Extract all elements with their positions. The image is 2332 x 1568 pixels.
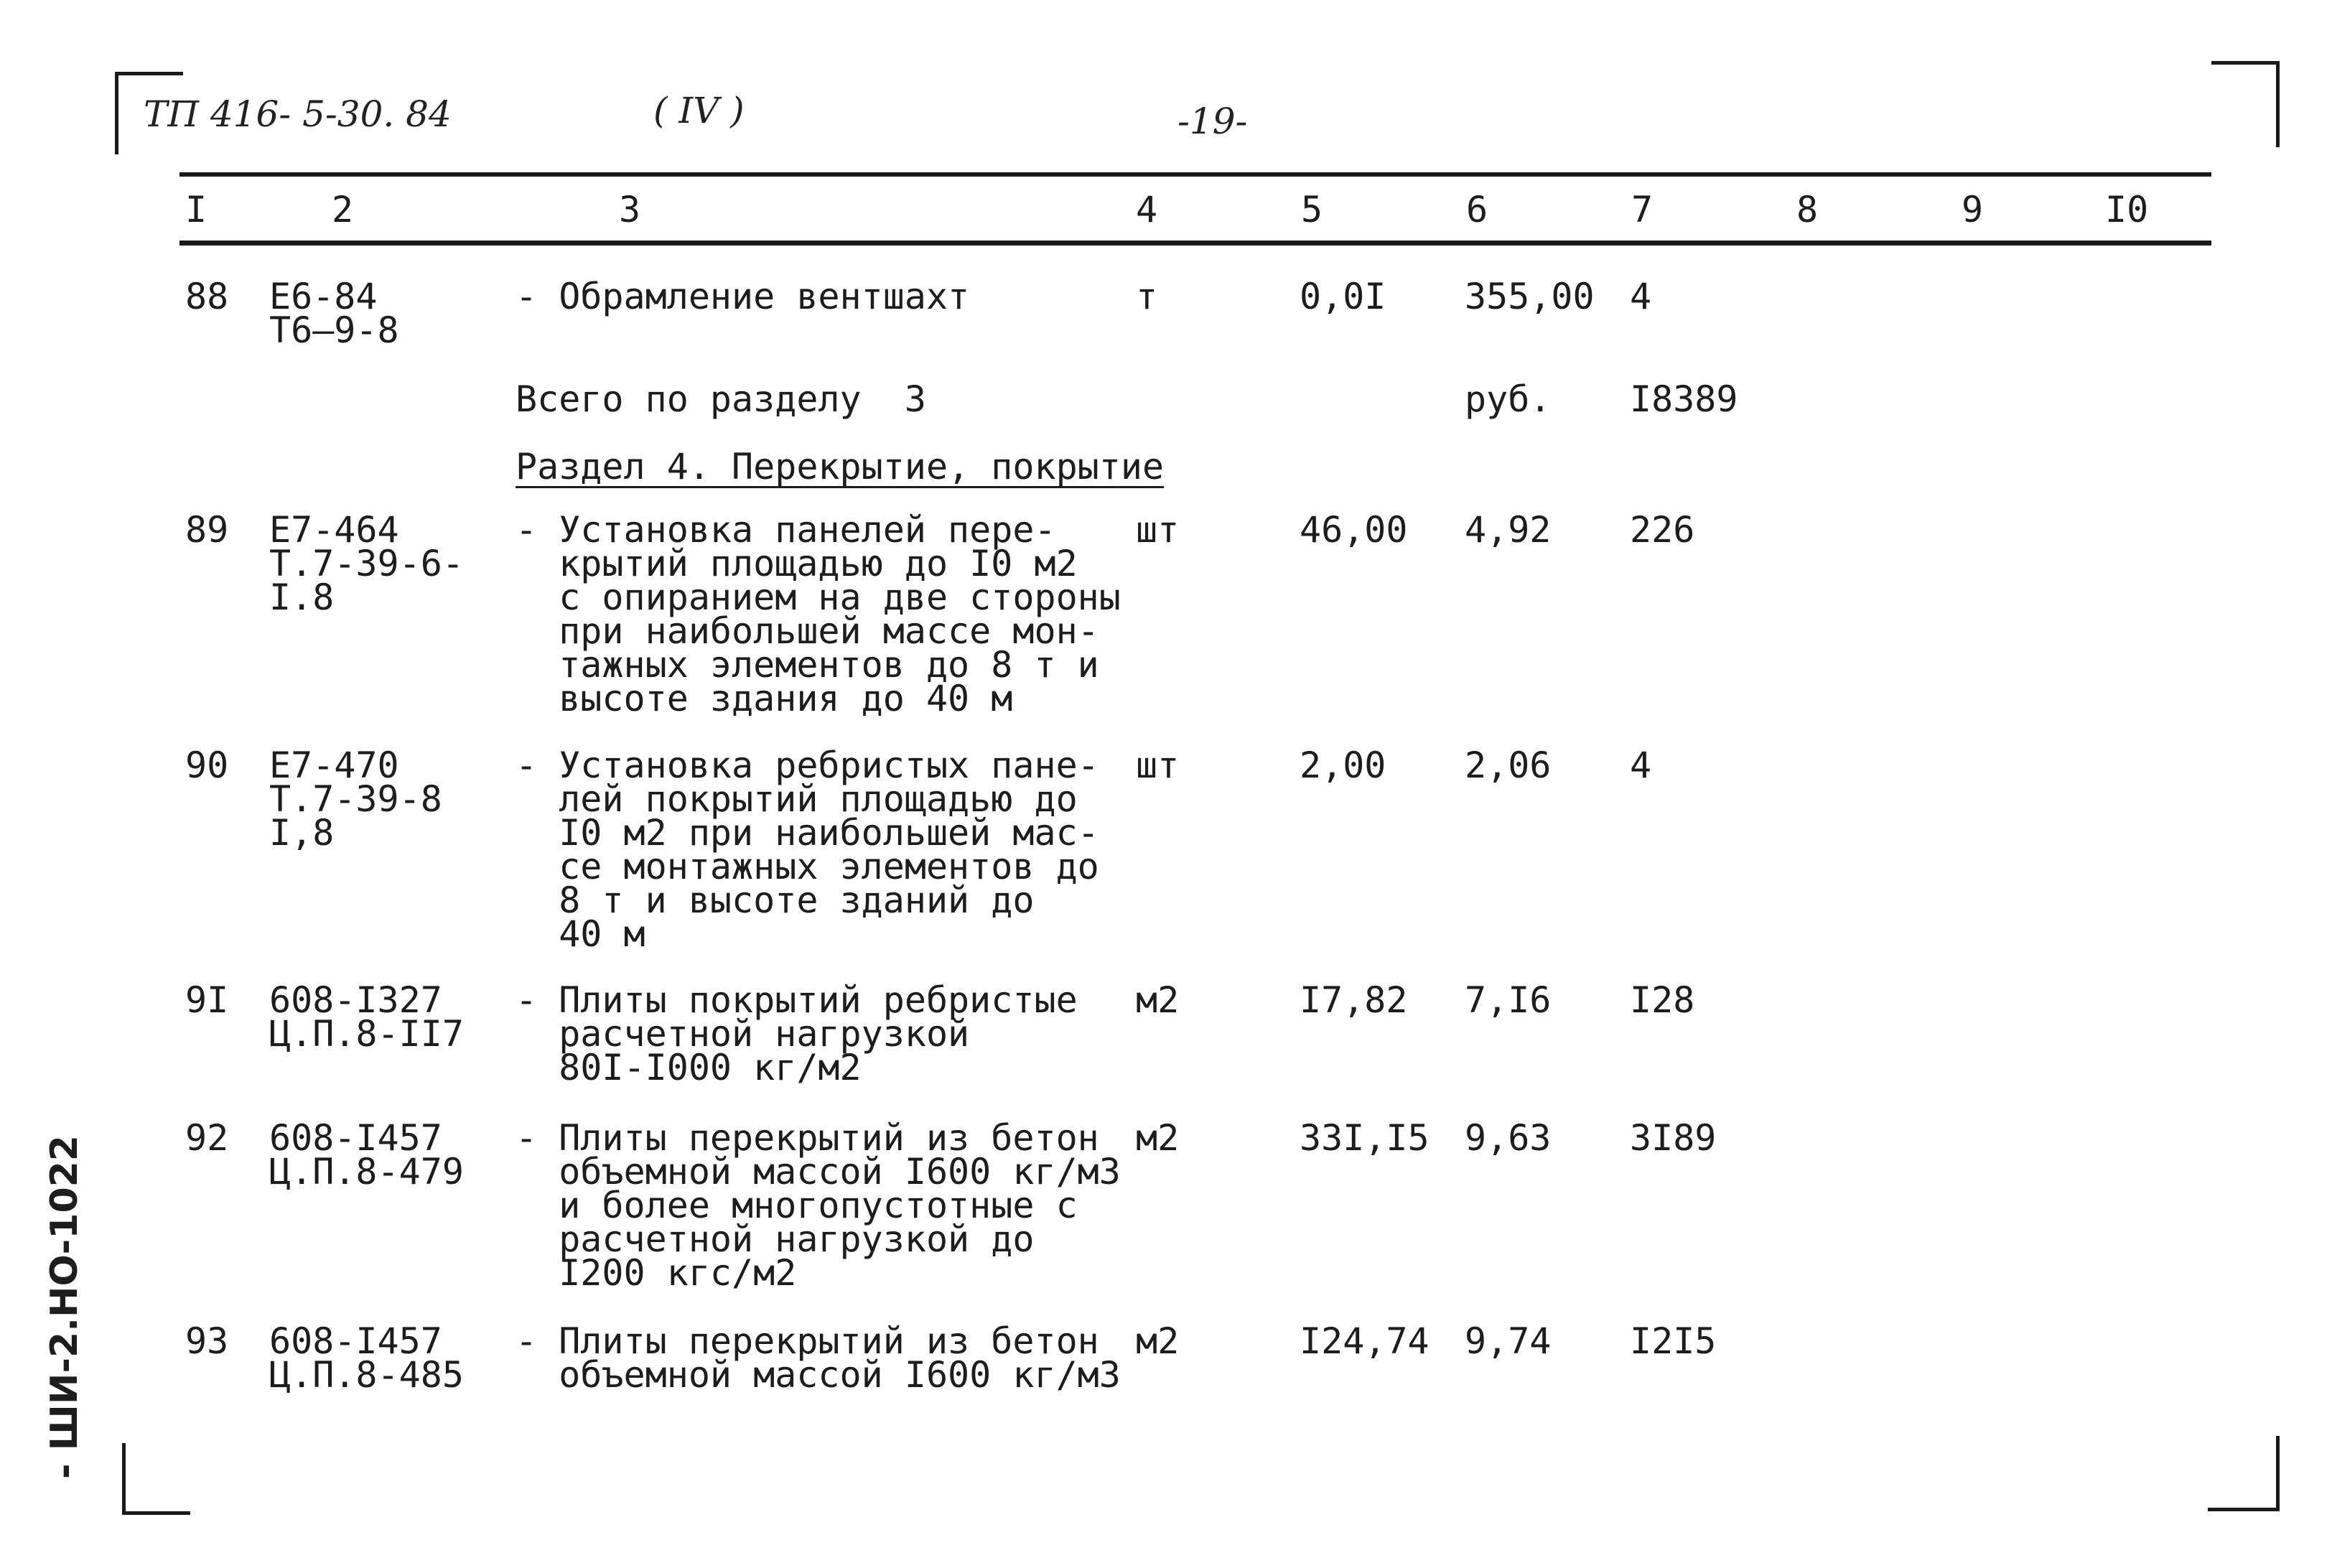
row-89-code-line-2: Т.7-39-6- [269,543,464,584]
row-91-quantity: I7,82 [1300,979,1408,1021]
section-3-total-unit: руб. [1465,378,1552,420]
row-89-code-line-3: I.8 [269,577,335,618]
row-90-quantity: 2,00 [1300,745,1386,786]
row-90-description-line-6: 40 м [516,913,645,955]
row-90-total: 4 [1630,745,1652,786]
volume-mark: ( IV ) [653,90,745,131]
frame-corner-bottom-left [122,1443,190,1515]
row-89-number: 89 [185,509,229,551]
row-88-code-line-2: Т6—9-8 [269,309,399,351]
row-89-description-line-2: крытий площадью до I0 м2 [516,543,1078,584]
column-header-4: 4 [1136,189,1158,230]
row-90-unit: шт [1136,745,1180,786]
row-88-total: 4 [1630,276,1652,317]
row-91-description-line-3: 80I-I000 кг/м2 [516,1047,862,1088]
row-92-unit: м2 [1136,1117,1180,1159]
row-90-code-line-1: Е7-470 [269,745,399,786]
row-88-unit-price: 355,00 [1465,276,1595,317]
row-89-description-line-5: тажных элементов до 8 т и [516,644,1099,686]
row-93-total: I2I5 [1630,1320,1717,1362]
row-92-unit-price: 9,63 [1465,1117,1552,1159]
row-92-number: 92 [185,1117,229,1159]
row-89-total: 226 [1630,509,1695,551]
row-90-code-line-3: I,8 [269,812,335,854]
column-header-1: I [185,189,207,230]
section-3-total-label: Всего по разделу 3 [516,378,926,420]
column-header-8: 8 [1796,189,1819,230]
row-92-description-line-1: - Плиты перекрытий из бетон [516,1117,1099,1159]
row-90-description-line-2: лей покрытий площадью до [516,778,1078,820]
row-92-description-line-5: I200 кгс/м2 [516,1252,797,1294]
column-header-3: 3 [619,189,641,230]
row-93-description-line-2: объемной массой I600 кг/м3 [516,1354,1121,1396]
row-90-description-line-4: се монтажных элементов до [516,846,1099,887]
row-88-unit: т [1136,276,1158,317]
row-91-number: 9I [185,979,229,1021]
row-91-description-line-1: - Плиты покрытий ребристые [516,979,1078,1021]
header-top-rule [179,172,2211,177]
header-bottom-rule [179,241,2211,246]
row-92-code-line-1: 608-I457 [269,1117,442,1159]
row-89-code-line-1: Е7-464 [269,509,399,551]
row-90-description-line-3: I0 м2 при наибольшей мас- [516,812,1099,854]
row-92-description-line-4: расчетной нагрузкой до [516,1218,1035,1260]
row-90-description-line-1: - Установка ребристых пане- [516,745,1099,786]
row-89-unit: шт [1136,509,1180,551]
page-number: -19- [1177,101,1248,142]
row-92-description-line-2: объемной массой I600 кг/м3 [516,1151,1121,1193]
row-91-description-line-2: расчетной нагрузкой [516,1013,970,1055]
row-90-code-line-2: Т.7-39-8 [269,778,442,820]
column-header-5: 5 [1301,189,1323,230]
column-header-7: 7 [1631,189,1654,230]
row-90-description-line-5: 8 т и высоте зданий до [516,879,1035,921]
row-92-total: 3I89 [1630,1117,1717,1159]
row-89-unit-price: 4,92 [1465,509,1552,551]
section-3-total-value: I8389 [1630,378,1738,420]
row-91-unit: м2 [1136,979,1180,1021]
row-92-description-line-3: и более многопустотные с [516,1185,1078,1226]
row-90-unit-price: 2,06 [1465,745,1552,786]
row-89-description-line-1: - Установка панелей пере- [516,509,1056,551]
row-92-quantity: 33I,I5 [1300,1117,1429,1159]
row-91-unit-price: 7,I6 [1465,979,1552,1021]
row-89-description-line-3: с опиранием на две стороны [516,577,1121,618]
row-89-description-line-4: при наибольшей массе мон- [516,610,1099,652]
row-88-number: 88 [185,276,229,317]
row-93-unit-price: 9,74 [1465,1320,1552,1362]
row-88-description: - Обрамление вентшахт [516,276,970,317]
column-header-10: I0 [2105,189,2149,230]
row-92-code-line-2: Ц.П.8-479 [269,1151,464,1193]
frame-corner-top-right [2211,61,2280,147]
row-93-unit: м2 [1136,1320,1180,1362]
row-93-code-line-2: Ц.П.8-485 [269,1354,464,1396]
column-header-2: 2 [332,189,354,230]
row-91-total: I28 [1630,979,1695,1021]
row-90-number: 90 [185,745,229,786]
row-93-code-line-1: 608-I457 [269,1320,442,1362]
row-89-quantity: 46,00 [1300,509,1408,551]
row-93-description-line-1: - Плиты перекрытий из бетон [516,1320,1099,1362]
row-93-quantity: I24,74 [1300,1320,1429,1362]
column-header-9: 9 [1962,189,1984,230]
frame-corner-bottom-right [2208,1436,2280,1511]
row-89-description-line-6: высоте здания до 40 м [516,678,1013,719]
column-header-6: 6 [1466,189,1488,230]
row-93-number: 93 [185,1320,229,1362]
document-code: ТП 416- 5-30. 84 [144,93,452,135]
section-4-title: Раздел 4. Перекрытие, покрытие [516,446,1165,487]
row-91-code-line-2: Ц.П.8-II7 [269,1013,464,1055]
row-91-code-line-1: 608-I327 [269,979,442,1021]
side-stamp: - ШИ-2.НО-1022 [43,1135,86,1479]
row-88-code-line-1: Е6-84 [269,276,378,317]
row-88-quantity: 0,0I [1300,276,1386,317]
